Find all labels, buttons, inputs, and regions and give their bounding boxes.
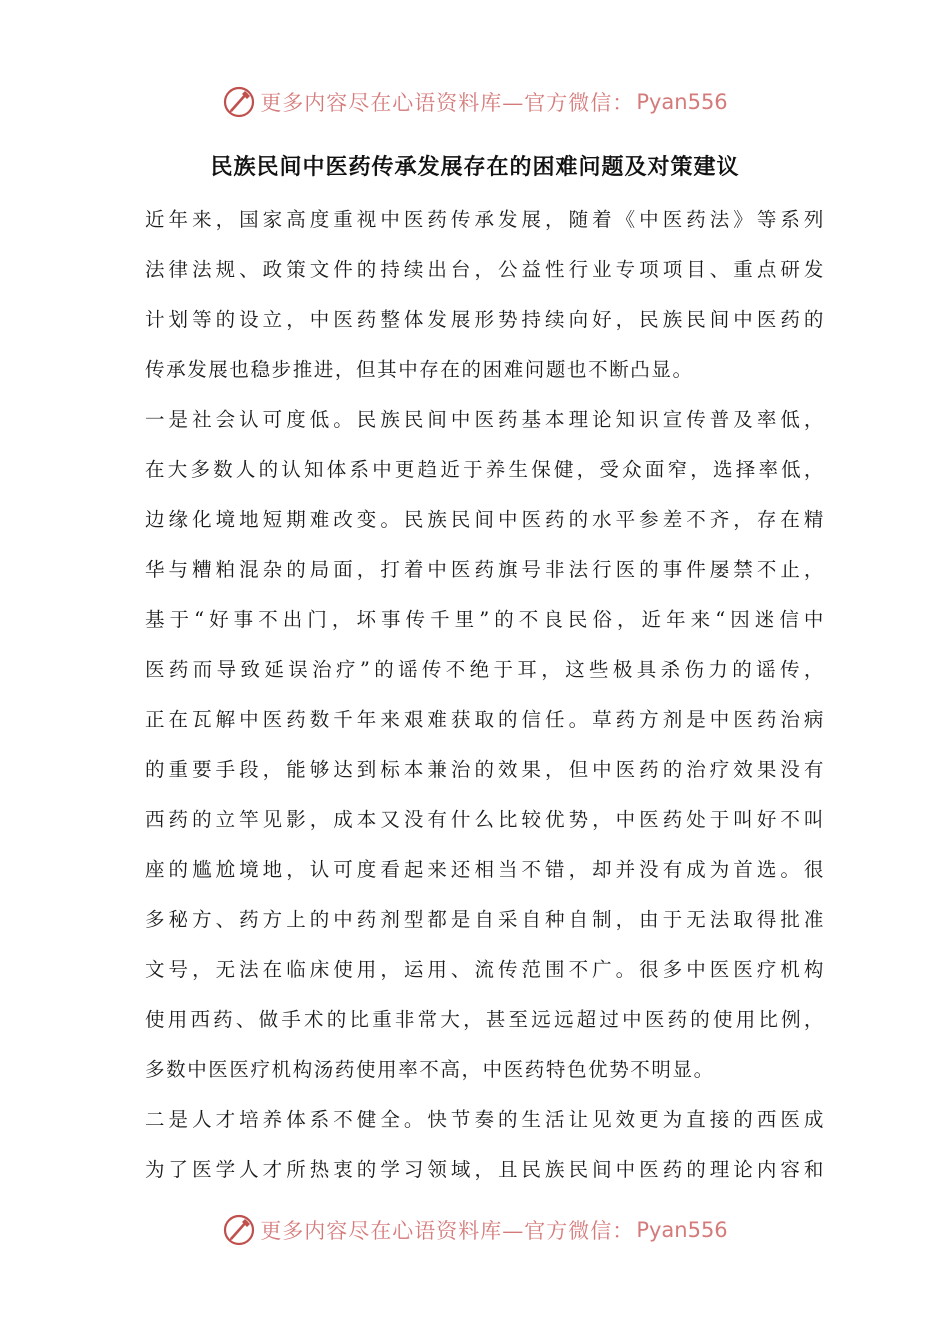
- watermark-text: 更多内容尽在心语资料库—官方微信：: [260, 1219, 635, 1243]
- text-line: 多秘方、药方上的中药剂型都是自采自种自制，由于无法取得批准: [145, 908, 825, 931]
- watermark-handle: Pyan556: [636, 1218, 728, 1242]
- text-line: 使用西药、做手术的比重非常大，甚至远远超过中医药的使用比例，: [145, 1008, 825, 1031]
- text-line: 华与糟粕混杂的局面，打着中医药旗号非法行医的事件屡禁不止，: [145, 558, 825, 581]
- text-line: 文号，无法在临床使用，运用、流传范围不广。很多中医医疗机构: [145, 958, 825, 981]
- text-line: 座的尴尬境地，认可度看起来还相当不错，却并没有成为首选。很: [145, 858, 825, 881]
- text-line: 一是社会认可度低。民族民间中医药基本理论知识宣传普及率低，: [145, 408, 825, 431]
- text-line: 多数中医医疗机构汤药使用率不高，中医药特色优势不明显。: [145, 1058, 715, 1081]
- text-line: 的重要手段，能够达到标本兼治的效果，但中医药的治疗效果没有: [145, 758, 825, 781]
- watermark-handle: Pyan556: [636, 90, 728, 114]
- text-line: 二是人才培养体系不健全。快节奏的生活让见效更为直接的西医成: [145, 1108, 825, 1131]
- header-watermark: [0, 82, 950, 122]
- document-title: 民族民间中医药传承发展存在的困难问题及对策建议: [210, 155, 740, 180]
- text-line: 传承发展也稳步推进，但其中存在的困难问题也不断凸显。: [145, 358, 694, 381]
- text-line: 法律法规、政策文件的持续出台，公益性行业专项项目、重点研发: [145, 258, 825, 281]
- text-line: 边缘化境地短期难改变。民族民间中医药的水平参差不齐，存在精: [145, 508, 825, 531]
- text-line: 计划等的设立，中医药整体发展形势持续向好，民族民间中医药的: [145, 308, 825, 331]
- text-line: 西药的立竿见影，成本又没有什么比较优势，中医药处于叫好不叫: [145, 808, 825, 831]
- watermark-text: 更多内容尽在心语资料库—官方微信：: [260, 91, 635, 115]
- footer-watermark: [0, 1210, 950, 1250]
- document-body: [145, 195, 825, 1195]
- text-line: 基于“好事不出门，坏事传千里”的不良民俗，近年来“因迷信中: [145, 608, 825, 631]
- text-line: 正在瓦解中医药数千年来艰难获取的信任。草药方剂是中医药治病: [145, 708, 825, 731]
- text-line: 在大多数人的认知体系中更趋近于养生保健，受众面窄，选择率低，: [145, 458, 825, 481]
- text-line: 医药而导致延误治疗”的谣传不绝于耳，这些极具杀伤力的谣传，: [145, 658, 825, 681]
- pen-logo-icon: [222, 1213, 256, 1247]
- text-line: 为了医学人才所热衷的学习领域，且民族民间中医药的理论内容和: [145, 1158, 825, 1181]
- text-line: 近年来，国家高度重视中医药传承发展，随着《中医药法》等系列: [145, 208, 825, 231]
- pen-logo-icon: [222, 85, 256, 119]
